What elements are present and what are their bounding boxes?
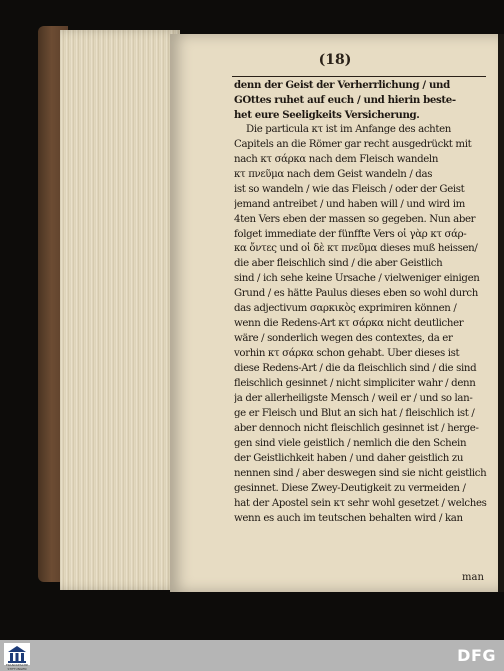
text-line: ge er Fleisch und Blut an sich hat / fleischlich ist / [234, 407, 475, 419]
page-text [234, 78, 488, 527]
text-line: der Geistlichkeit haben / und daher geistlich zu [234, 452, 464, 464]
text-line: wenn es auch im teutschen behalten wird / kan [234, 512, 463, 524]
text-line: jemand antreibet / und haben will / und wird im [234, 198, 465, 210]
page-number-header: (18) [318, 52, 352, 68]
library-label: FRANCKESCHE STIFTUNGEN [5, 663, 29, 671]
text-line: GOttes ruhet auf euch / und hierin beste- [234, 93, 456, 106]
header-rule [232, 76, 486, 77]
text-line: Die particula κτ ist im Anfange des achten [246, 123, 452, 135]
text-line: folget immediate der fünffte Vers οἱ γὰρ κτ σάρ- [234, 228, 467, 240]
text-line: 4ten Vers eben der massen so gegeben. Nun aber [234, 213, 476, 225]
text-line: hat der Apostel sein κτ sehr wohl gesetzet / welches [234, 497, 487, 509]
text-line: wenn die Redens-Art κτ σάρκα nicht deutlicher [234, 318, 464, 330]
text-line: fleischlich gesinnet / nicht simpliciter wahr / denn [234, 378, 476, 390]
text-line: diese Redens-Art / die da fleischlich sind / die sind [234, 363, 477, 375]
viewer-footer [0, 640, 504, 671]
text-line: wäre / sonderlich wegen des contextes, da er [234, 333, 453, 345]
text-line: aber dennoch nicht fleischlich gesinnet ist / herge- [234, 422, 479, 434]
text-line: κτ πνεῦμα nach dem Geist wandeln / das [234, 168, 433, 180]
library-logo-icon [4, 643, 30, 665]
catchword: man [462, 572, 484, 583]
text-line: sind / ich sehe keine Ursache / vielweniger einigen [234, 273, 480, 285]
text-line: nennen sind / aber deswegen sind sie nicht geistlich [234, 467, 487, 479]
text-line: κα ὄντες und οἱ δὲ κτ πνεῦμα dieses muß heissen/ [234, 243, 478, 255]
page-gutter-edge [498, 34, 504, 592]
text-line: nach κτ σάρκα nach dem Fleisch wandeln [234, 153, 439, 165]
text-line: het eure Seeligkeits Versicherung. [234, 108, 420, 121]
text-line: Capitels an die Römer gar recht ausgedrückt mit [234, 138, 472, 150]
text-line: die aber fleischlich sind / die aber Geistlich [234, 258, 443, 270]
text-line: Grund / es hätte Paulus dieses eben so wohl durch [234, 288, 478, 300]
dfg-logo[interactable]: DFG [457, 646, 496, 665]
book-page [170, 34, 500, 592]
text-line: denn der Geist der Verherrlichung / und [234, 79, 450, 91]
text-line: vorhin κτ σάρκα schon gehabt. Uber dieses ist [234, 348, 460, 360]
text-line: ist so wandeln / wie das Fleisch / oder der Geist [234, 183, 465, 195]
text-line: gesinnet. Diese Zwey-Deutigkeit zu vermeiden / [234, 482, 466, 494]
page-stack [60, 30, 180, 590]
text-line: das adjectivum σαρκικὸς exprimiren können / [234, 303, 457, 315]
text-line: gen sind viele geistlich / nemlich die den Schein [234, 437, 467, 449]
text-line: ja der allerheiligste Mensch / weil er / und so lan- [234, 393, 473, 405]
